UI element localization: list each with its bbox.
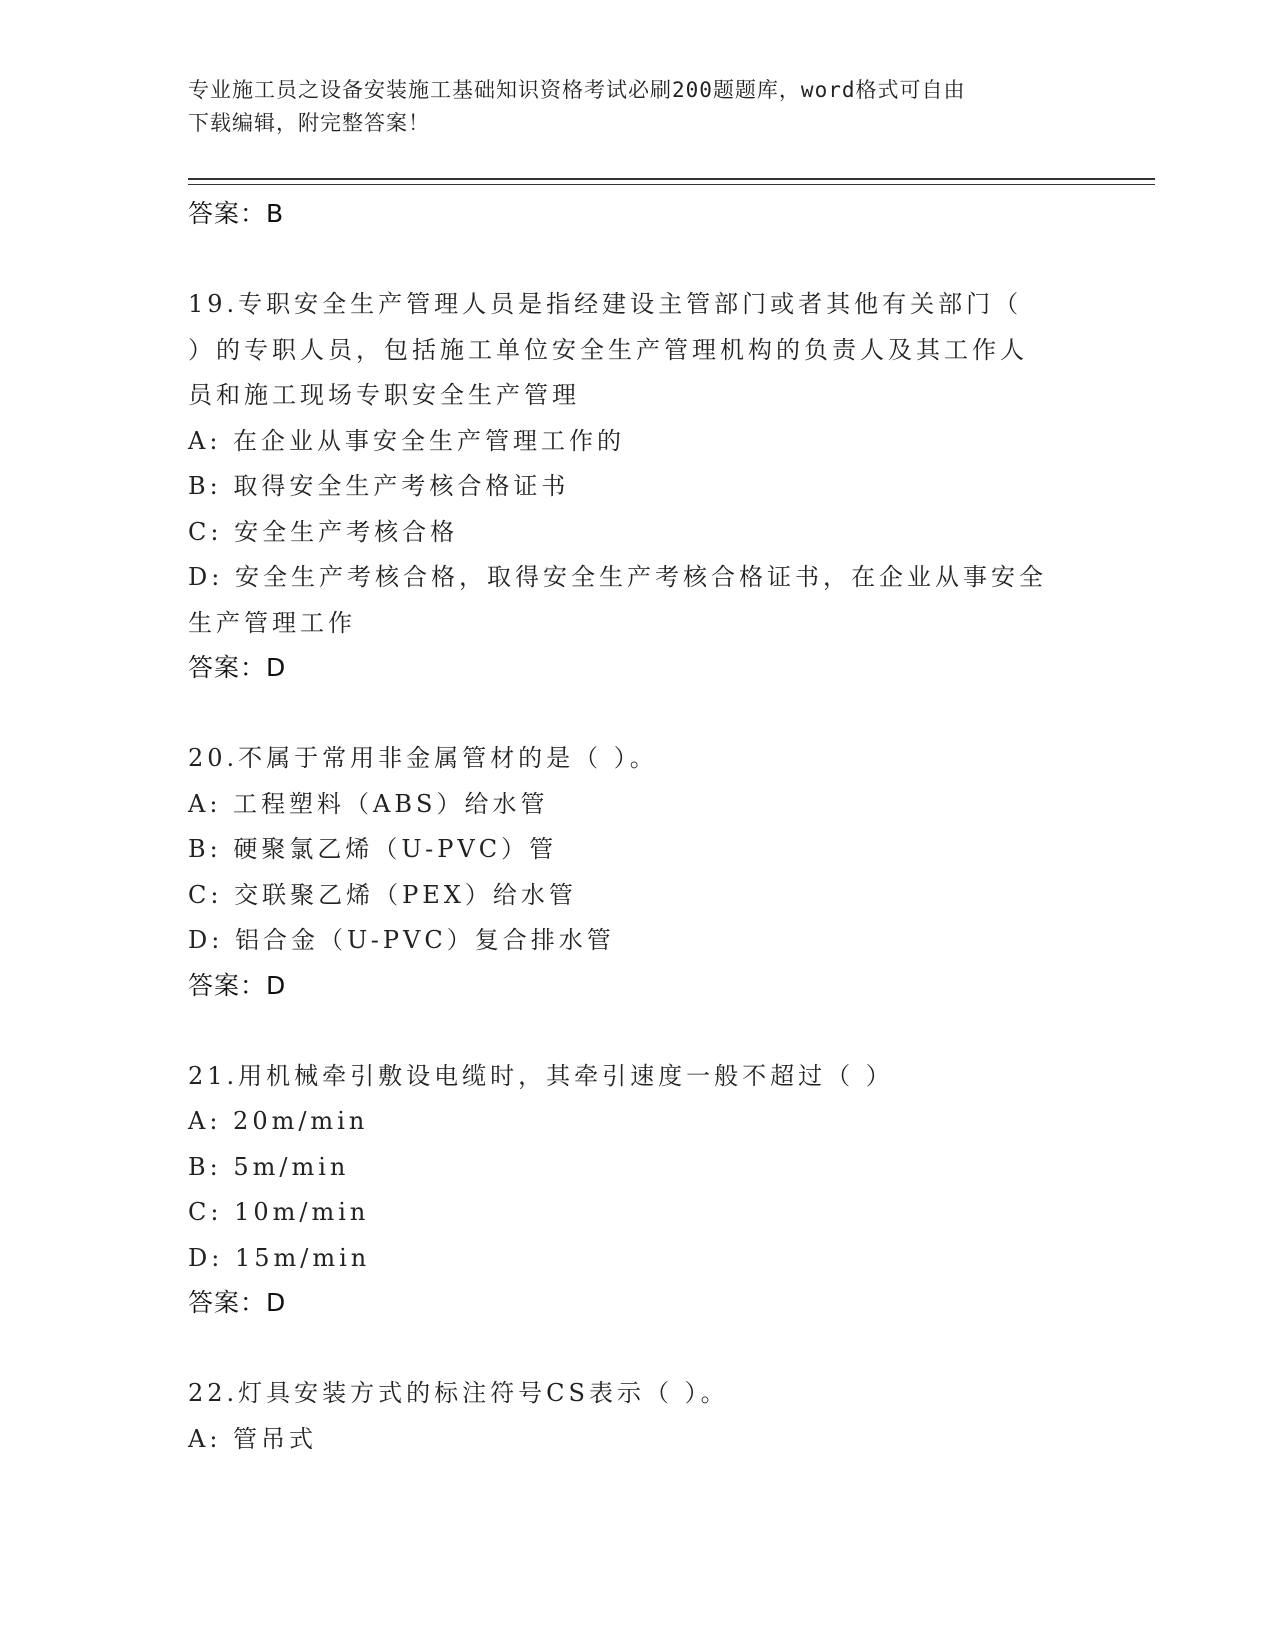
- option-line: A: 在企业从事安全生产管理工作的: [188, 426, 626, 455]
- question-text-line: 19.专职安全生产管理人员是指经建设主管部门或者其他有关部门（: [188, 290, 1023, 318]
- option-line: C: 安全生产考核合格: [188, 517, 459, 546]
- option-line: B: 取得安全生产考核合格证书: [188, 472, 570, 500]
- answer-line: 答案：D: [188, 970, 287, 1000]
- question-block: [188, 1371, 1088, 1462]
- option-line: A: 工程塑料（ABS）给水管: [188, 789, 549, 818]
- option-line: D: 15m/min: [188, 1243, 371, 1272]
- question-text-line: 员和施工现场专职安全生产管理: [188, 381, 580, 409]
- header-rule-thick: [188, 178, 1155, 180]
- question-block: [188, 736, 1088, 1008]
- option-line: 生产管理工作: [188, 608, 356, 637]
- question-block: [188, 282, 1088, 690]
- option-line: C: 10m/min: [188, 1198, 370, 1226]
- header-line-2: 下载编辑，附完整答案！: [188, 111, 430, 135]
- header-rule-thin: [188, 184, 1155, 185]
- option-line: D: 铝合金（U-PVC）复合排水管: [188, 926, 615, 954]
- question-block: [188, 1054, 1088, 1326]
- option-line: B: 硬聚氯乙烯（U-PVC）管: [188, 835, 558, 863]
- option-line: C: 交联聚乙烯（PEX）给水管: [188, 880, 577, 909]
- answer-line: 答案：B: [188, 199, 285, 228]
- option-line: A: 管吊式: [188, 1424, 318, 1453]
- header-line-1: 专业施工员之设备安装施工基础知识资格考试必刷200题题库，word格式可自由: [188, 78, 966, 102]
- question-text-line: 22.灯具安装方式的标注符号CS表示（ ）。: [188, 1379, 729, 1407]
- option-line: A: 20m/min: [188, 1107, 369, 1135]
- answer-line: 答案：D: [188, 653, 287, 682]
- document-header: [188, 74, 1068, 140]
- option-line: B: 5m/min: [188, 1152, 350, 1181]
- option-line: D: 安全生产考核合格，取得安全生产考核合格证书，在企业从事安全: [188, 563, 1047, 591]
- question-text-line: ）的专职人员，包括施工单位安全生产管理机构的负责人及其工作人: [188, 335, 1028, 364]
- question-text-line: 20.不属于常用非金属管材的是（ ）。: [188, 744, 658, 772]
- answer-line: 答案：D: [188, 1288, 287, 1317]
- question-text-line: 21.用机械牵引敷设电缆时，其牵引速度一般不超过（ ）: [188, 1061, 894, 1090]
- question-list: [188, 192, 1088, 1462]
